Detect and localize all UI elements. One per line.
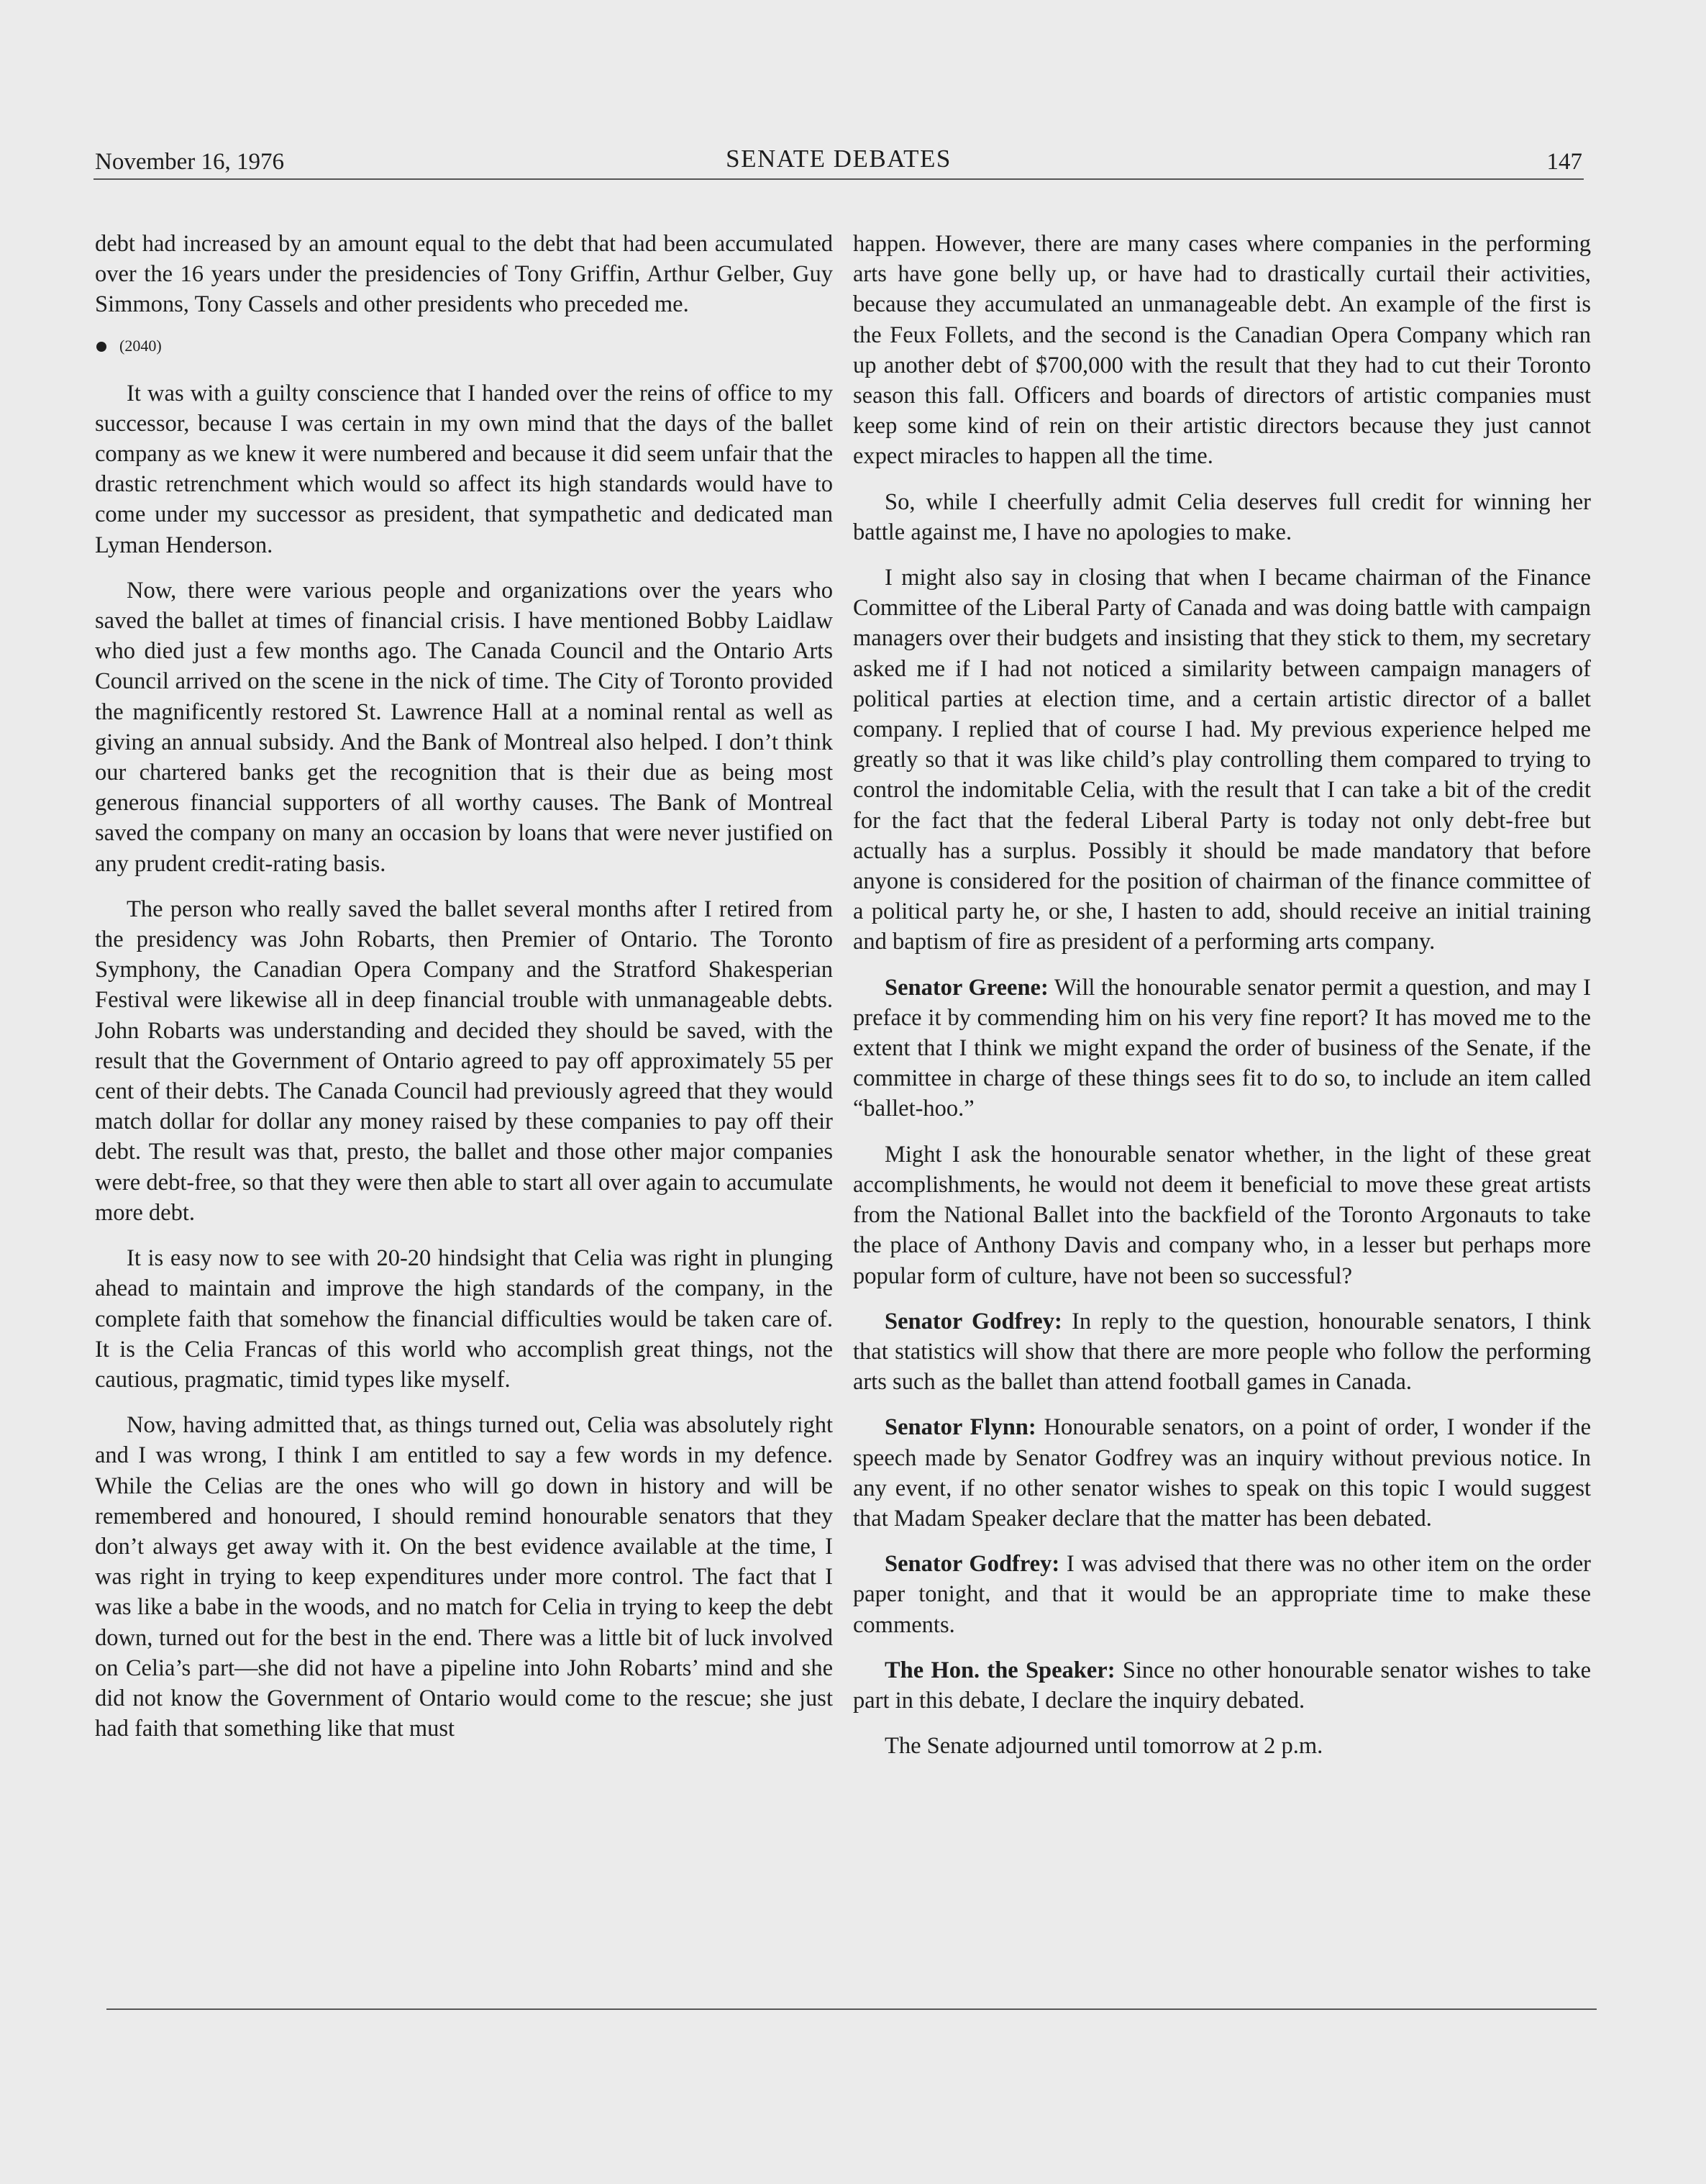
right-column <box>853 229 1591 1776</box>
speaker-name: Senator Godfrey: <box>885 1551 1060 1578</box>
speaker-name: Senator Flynn: <box>885 1414 1036 1441</box>
speaker-name: Senator Greene: <box>885 974 1049 1001</box>
speech-greene <box>853 973 1591 1124</box>
paragraph: Now, having admitted that, as things turned out, Celia was absolutely right and I was wrong, I think I am entitled to say a few words in my defence. While the Celias are the ones who will go down in history and will be remembered and honoured, I should remind honourable senators that they don’t always get away with it. On the best evidence available at the time, I was right in trying to keep expenditures under more control. The fact that I was like a babe in the woods, and no match for Celia in trying to keep the debt down, turned out for the best in the end. There was a little bit of luck involved on Celia’s part—she did not have a pipeline into John Robarts’ mind and she did not know the Government of Ontario would come to the rescue; she just had faith that something like that must <box>95 1412 833 1742</box>
speech-godfrey <box>853 1306 1591 1398</box>
time-marker <box>96 335 833 357</box>
speech-godfrey <box>853 1549 1591 1640</box>
page-number: 147 <box>1546 149 1582 175</box>
speech-speaker <box>853 1655 1591 1716</box>
time-marker-label: (2040) <box>119 336 162 355</box>
speaker-name: Senator Godfrey: <box>885 1308 1062 1334</box>
speech-text: Honourable senators, on a point of order, I wonder if the speech made by Senator Godfrey was an inquiry without previous notice. In any event, if no other senator wishes to speak on this topic I would suggest that Madam Speaker declare that the matter has been debated. <box>853 1414 1591 1532</box>
bullet-icon <box>96 342 106 352</box>
paragraph: So, while I cheerfully admit Celia deserves full credit for winning her battle against me, I have no apologies to make. <box>853 488 1591 545</box>
header-title: SENATE DEBATES <box>726 145 952 173</box>
paragraph: It was with a guilty conscience that I handed over the reins of office to my successor, because I was certain in my own mind that the days of the ballet company as we knew it were numbered and because it did seem unfair that the drastic retrenchment which would so affect its high standards would have to come under my successor as president, that sympathetic and dedicated man Lyman Henderson. <box>95 380 833 558</box>
paragraph: Might I ask the honourable senator whether, in the light of these great accomplishments, he would not deem it beneficial to move these great artists from the National Ballet into the backfield of the Toronto Argonauts to take the place of Anthony Davis and company who, in a lesser but perhaps more popular form of culture, have not been so successful? <box>853 1141 1591 1289</box>
paragraph: Now, there were various people and organizations over the years who saved the ballet at times of financial crisis. I have mentioned Bobby Laidlaw who died just a few months ago. The Canada Council and the Ontario Arts Council arrived on the scene in the nick of time. The City of Toronto provided the magnificently restored St. Lawrence Hall at a nominal rental as well as giving an annual subsidy. And the Bank of Montreal also helped. I don’t think our chartered banks get the recognition that is their due as being most generous financial supporters of all worthy causes. The Bank of Montreal saved the company on many an occasion by loans that were never justified on any prudent credit-rating basis. <box>95 577 833 877</box>
adjournment-note: The Senate adjourned until tomorrow at 2 p.m. <box>885 1733 1323 1760</box>
paragraph: debt had increased by an amount equal to the debt that had been accumulated over the 16 years under the presidencies of Tony Griffin, Arthur Gelber, Guy Simmons, Tony Cassels and other presidents who preceded me. <box>95 231 833 318</box>
speech-flynn <box>853 1412 1591 1534</box>
page-header <box>93 141 1584 181</box>
footer-rule <box>106 2008 1597 2010</box>
speech-text: I was advised that there was no other item on the order paper tonight, and that it would be an appropriate time to make these comments. <box>853 1551 1591 1638</box>
header-rule <box>93 178 1584 180</box>
speech-text: Will the honourable senator permit a question, and may I preface it by commending him on his very fine report? It has moved me to the extent that I think we might expand the order of business of the Senate, if the committee in charge of these things sees fit to do so, to include an item called “ballet-hoo.” <box>853 974 1591 1122</box>
paragraph: happen. However, there are many cases where companies in the performing arts have gone belly up, or have had to drastically curtail their activities, because they accumulated an unmanageable debt. An example of the first is the Feux Follets, and the second is the Canadian Opera Company which ran up another debt of $700,000 with the result that they had to cut their Toronto season this fall. Officers and boards of directors of artistic companies must keep some kind of rein on their artistic directors because they just cannot expect miracles to happen all the time. <box>853 231 1591 470</box>
speech-text: In reply to the question, honourable senators, I think that statistics will show that there are more people who follow the performing arts such as the ballet than attend football games in Canada. <box>853 1308 1591 1396</box>
paragraph: It is easy now to see with 20-20 hindsight that Celia was right in plunging ahead to maintain and improve the high standards of the company, in the complete faith that somehow the financial difficulties would be taken care of. It is the Celia Francas of this world who accomplish great things, not the cautious, pragmatic, timid types like myself. <box>95 1245 833 1393</box>
speech-text: Since no other honourable senator wishes to take part in this debate, I declare the inquiry debated. <box>853 1657 1591 1714</box>
paragraph: I might also say in closing that when I became chairman of the Finance Committee of the Liberal Party of Canada and was doing battle with campaign managers over their budgets and insisting that they stick to them, my secretary asked me if I had not noticed a similarity between campaign managers of political parties at election time, and a certain artistic director of a ballet company. I replied that of course I had. My previous experience helped me greatly so that it was like child’s play controlling them compared to trying to control the indomitable Celia, with the result that I can take a bit of the credit for the fact that the federal Liberal Party is today not only debt-free but actually has a surplus. Possibly it should be made mandatory that before anyone is considered for the position of chairman of the finance committee of a political party he, or she, I hasten to add, should receive an initial training and baptism of fire as president of a performing arts company. <box>853 565 1591 955</box>
speaker-name: The Hon. the Speaker: <box>885 1657 1116 1683</box>
left-column <box>95 229 833 1759</box>
header-date: November 16, 1976 <box>95 149 285 175</box>
paragraph: The person who really saved the ballet several months after I retired from the presidency was John Robarts, then Premier of Ontario. The Toronto Symphony, the Canadian Opera Company and the Stratford Shakesperian Festival were likewise all in deep financial trouble with unmanageable debts. John Robarts was understanding and decided they should be saved, with the result that the Government of Ontario agreed to pay off approximately 55 per cent of their debts. The Canada Council had previously agreed that they would match dollar for dollar any money raised by these companies to pay off their debt. The result was that, presto, the ballet and those other major companies were debt-free, so that they were then able to start all over again to accumulate more debt. <box>95 896 833 1226</box>
